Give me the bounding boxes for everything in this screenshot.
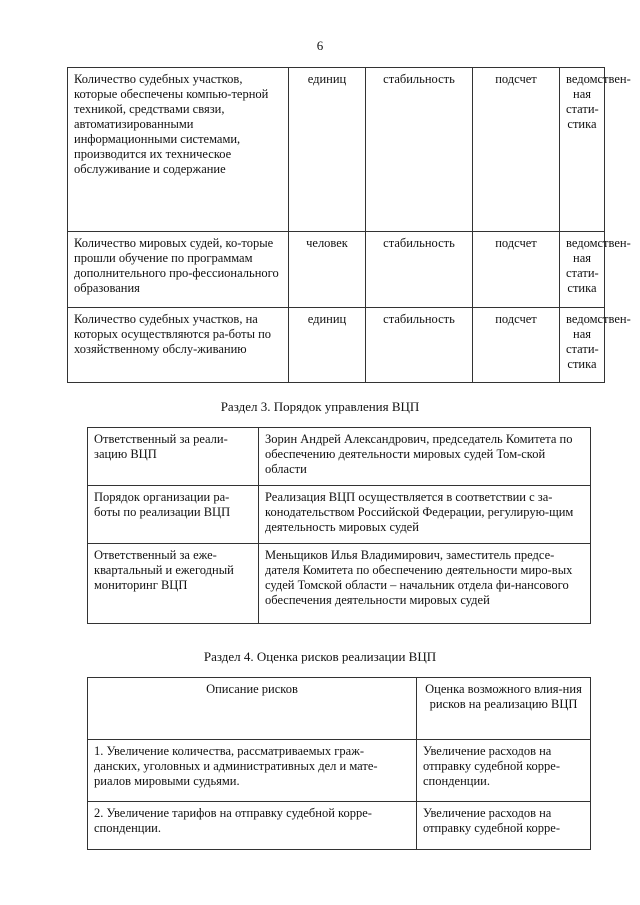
risk-description: 1. Увеличение количества, рассматриваемых граж-данских, уголовных и административных дел и мате-риалов мировыми судьями. [88, 740, 417, 802]
table-row [68, 68, 605, 232]
indicator-unit: человек [289, 232, 366, 308]
table-row [88, 740, 591, 802]
indicator-unit: единиц [289, 308, 366, 383]
table-header-row [88, 678, 591, 740]
management-table [87, 427, 591, 624]
risk-impact: Увеличение расходов на отправку судебной корре-спонденции. [417, 740, 591, 802]
indicator-unit: единиц [289, 68, 366, 232]
indicator-trend: стабильность [366, 232, 473, 308]
management-value: Реализация ВЦП осуществляется в соответствии с за-конодательством Российской Федерации, регулирую-щим деятельность мировых судей [259, 486, 591, 544]
management-label: Ответственный за еже-квартальный и ежегодный мониторинг ВЦП [88, 544, 259, 624]
table-row [88, 428, 591, 486]
management-value: Меньщиков Илья Владимирович, заместитель предсе-дателя Комитета по обеспечению деятельности миро-вых судей Томской области – начальник отдела фи-нансового обеспечения деятельности мировых судей [259, 544, 591, 624]
table-row [68, 232, 605, 308]
table-row [88, 486, 591, 544]
indicator-method: подсчет [473, 232, 560, 308]
indicator-name: Количество мировых судей, ко-торые прошли обучение по программам дополнительного про-фессионального образования [68, 232, 289, 308]
indicator-name: Количество судебных участков, на которых осуществляются ра-боты по хозяйственному обслу-живанию [68, 308, 289, 383]
risks-table [87, 677, 591, 850]
indicator-method: подсчет [473, 308, 560, 383]
indicator-source: ведомствен-ная стати-стика [560, 68, 605, 232]
section3-title: Раздел 3. Порядок управления ВЦП [220, 399, 420, 414]
indicator-trend: стабильность [366, 68, 473, 232]
risk-description: 2. Увеличение тарифов на отправку судебной корре-спонденции. [88, 802, 417, 850]
table-row [88, 802, 591, 850]
indicator-source: ведомствен-ная стати-стика [560, 308, 605, 383]
table-row [88, 544, 591, 624]
risk-header: Описание рисков [88, 678, 417, 740]
indicator-source: ведомствен-ная стати-стика [560, 232, 605, 308]
page-number: 6 [316, 38, 324, 53]
impact-header: Оценка возможного влия-ния рисков на реализацию ВЦП [417, 678, 591, 740]
indicator-method: подсчет [473, 68, 560, 232]
indicator-name: Количество судебных участков, которые обеспечены компью-терной техникой, средствами связи, автоматизированными информационными системами, производится их техническое обслуживание и содержание [68, 68, 289, 232]
management-label: Порядок организации ра-боты по реализации ВЦП [88, 486, 259, 544]
management-value: Зорин Андрей Александрович, председатель Комитета по обеспечению деятельности мировых судей Том-ской области [259, 428, 591, 486]
table-row [68, 308, 605, 383]
indicator-trend: стабильность [366, 308, 473, 383]
section4-title: Раздел 4. Оценка рисков реализации ВЦП [203, 649, 437, 664]
risk-impact: Увеличение расходов на отправку судебной корре- [417, 802, 591, 850]
indicators-table [67, 67, 631, 383]
management-label: Ответственный за реали-зацию ВЦП [88, 428, 259, 486]
